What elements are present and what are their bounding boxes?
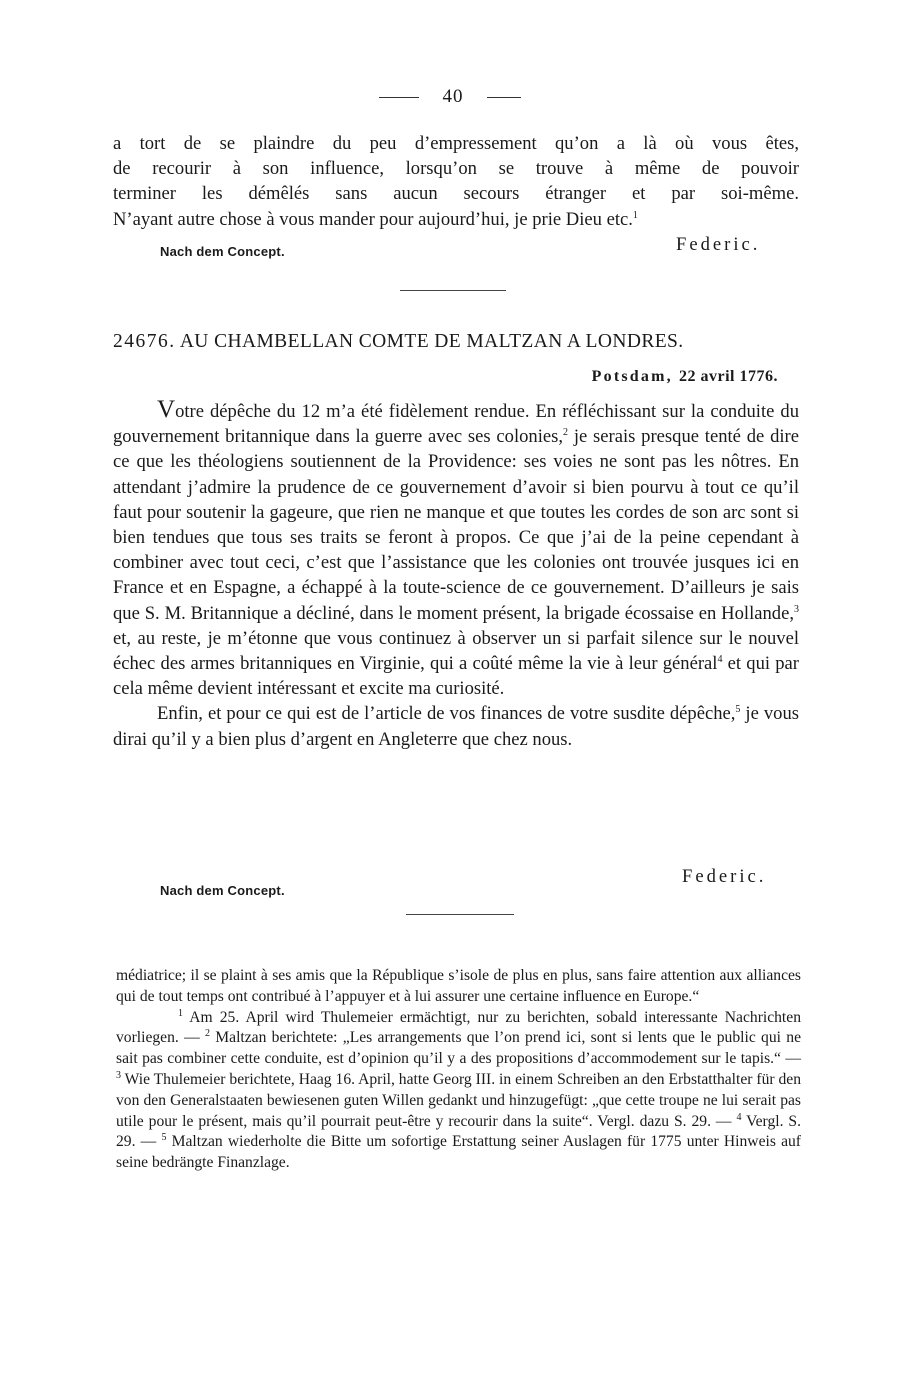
footnote-continuation: médiatrice; il se plaint à ses amis que la République s’isole de plus en plus, sans faire attention aux alliances qui de tout temps ont contribué à l’appuyer et à lui assurer une certaine influence en Europe.“ — [116, 967, 801, 1005]
signature-previous: Federic. — [676, 234, 761, 255]
prev-line-4 — [113, 207, 799, 232]
footnote-marker-2: 2 — [204, 1028, 210, 1040]
footnote-text-2: Maltzan berichtete: „Les arrangements que l’on prend ici, sont si lents que le public qui ne sait pas combiner cette conduite, est d’opinion qu’il y a des propositions d’accommodement sur le tapis.“ — — [116, 1029, 801, 1068]
footnote-marker-5: 5 — [161, 1132, 167, 1144]
footnote-marker-1: 1 — [178, 1007, 183, 1019]
p1-text-a: otre dépêche du 12 m’a été fidèlement rendue. En réfléchissant sur la conduite du gouvernement britannique dans la guerre avec ses colonies, — [113, 401, 799, 448]
letter-dateline — [592, 368, 778, 386]
footnotes — [116, 966, 801, 1174]
signature-letter: Federic. — [682, 866, 767, 887]
prev-line-4-text: N’ayant autre chose à vous mander pour aujourd’hui, je prie Dieu etc. — [113, 208, 633, 230]
section-divider-2 — [406, 914, 514, 915]
footnote-marker-3: 3 — [116, 1069, 121, 1081]
page-number: 40 — [442, 86, 464, 107]
letter-title: AU CHAMBELLAN COMTE DE MALTZAN A LONDRES. — [179, 331, 684, 352]
footnote-text-3: Wie Thulemeier berichtete, Haag 16. April, hatte Georg III. in einem Schreiben an den Erbstatthalter für den von den Generalstaaten bewiesenen guten Willen gedankt und hinzugefügt: „que cette troupe ne lui serait pas utile pour le présent, mais qu’il pourrait peut-être y recourir dans la suite“. Vergl. dazu S. 29. — — [116, 1070, 801, 1130]
page-header — [0, 86, 900, 108]
letter-number: 24676. — [113, 331, 176, 352]
footnote-ref-1: 1 — [632, 209, 638, 221]
footnote-text-1: Am 25. April wird Thulemeier ermächtigt, nur zu berichten, sobald interessante Nachrichten vorliegen. — — [116, 1008, 801, 1047]
drop-cap: V — [157, 396, 176, 423]
footnote-text-4: Vergl. S. 29. — — [116, 1112, 801, 1151]
footnote-ref-2: 2 — [563, 427, 569, 439]
letter-paragraph-1 — [113, 397, 799, 701]
p1-text-d: et qui par cela même devient intéressant et excite ma curiosité. — [113, 653, 799, 700]
footnote-text-5: Maltzan wiederholte die Bitte um sofortige Erstattung seiner Auslagen für 1775 unter Hinweis auf seine bedrängte Finanzlage. — [116, 1133, 801, 1172]
previous-letter-ending — [113, 131, 799, 232]
letter-heading — [113, 331, 803, 353]
p1-text-b: je serais presque tenté de dire ce que les théologiens soutiennent de la Providence: ses voies ne sont pas les nôtres. En attendant j’admire la prudence de ce gouvernement d’avoir si bien pourvu à tout ce qu’il faut pour soutenir la gageure, que rien ne manque et que toutes les cordes de son arc sont si bien tendues que tous ses traits se feront à propos. Ce que j’ai de la peine cependant à combiner avec tout ceci, c’est que l’assistance que les colonies ont trouvée jusques ici en France et en Espagne, a échappé à la toute-science de ce gouvernement. D’ailleurs je sais que S. M. Britannique a décliné, dans le moment présent, la brigade écossaise en Hollande, — [113, 426, 799, 624]
section-divider-1 — [400, 290, 506, 291]
prev-line-1: a tort de se plaindre du peu d’empressement qu’on a là où vous êtes, — [113, 133, 799, 154]
letter-date: 22 avril 1776. — [679, 368, 778, 385]
letter-paragraph-2 — [113, 701, 799, 751]
p2-text-b: je vous dirai qu’il y a bien plus d’argent en Angleterre que chez nous. — [113, 703, 800, 750]
header-dash-left — [379, 97, 419, 98]
letter-place: Potsdam, — [591, 368, 673, 385]
source-note-letter: Nach dem Concept. — [160, 883, 285, 898]
prev-line-2: de recourir à son influence, lorsqu’on se trouve à même de pouvoir — [113, 158, 799, 180]
footnote-ref-5: 5 — [735, 704, 741, 716]
footnote-block — [116, 1008, 801, 1174]
prev-line-3: terminer les démêlés sans aucun secours étranger et par soi-même. — [113, 183, 799, 205]
footnote-ref-4: 4 — [717, 653, 723, 665]
footnote-ref-3: 3 — [794, 603, 799, 615]
p2-text-a: Enfin, et pour ce qui est de l’article de vos finances de votre susdite dépêche, — [157, 703, 736, 725]
footnote-marker-4: 4 — [736, 1111, 742, 1123]
letter-body — [113, 397, 799, 752]
header-dash-right — [487, 97, 521, 98]
source-note-previous: Nach dem Concept. — [160, 244, 285, 259]
p1-text-c: et, au reste, je m’étonne que vous continuez à observer un si parfait silence sur le nouvel échec des armes britanniques en Virginie, qui a coûté même la vie à leur général — [113, 627, 799, 675]
